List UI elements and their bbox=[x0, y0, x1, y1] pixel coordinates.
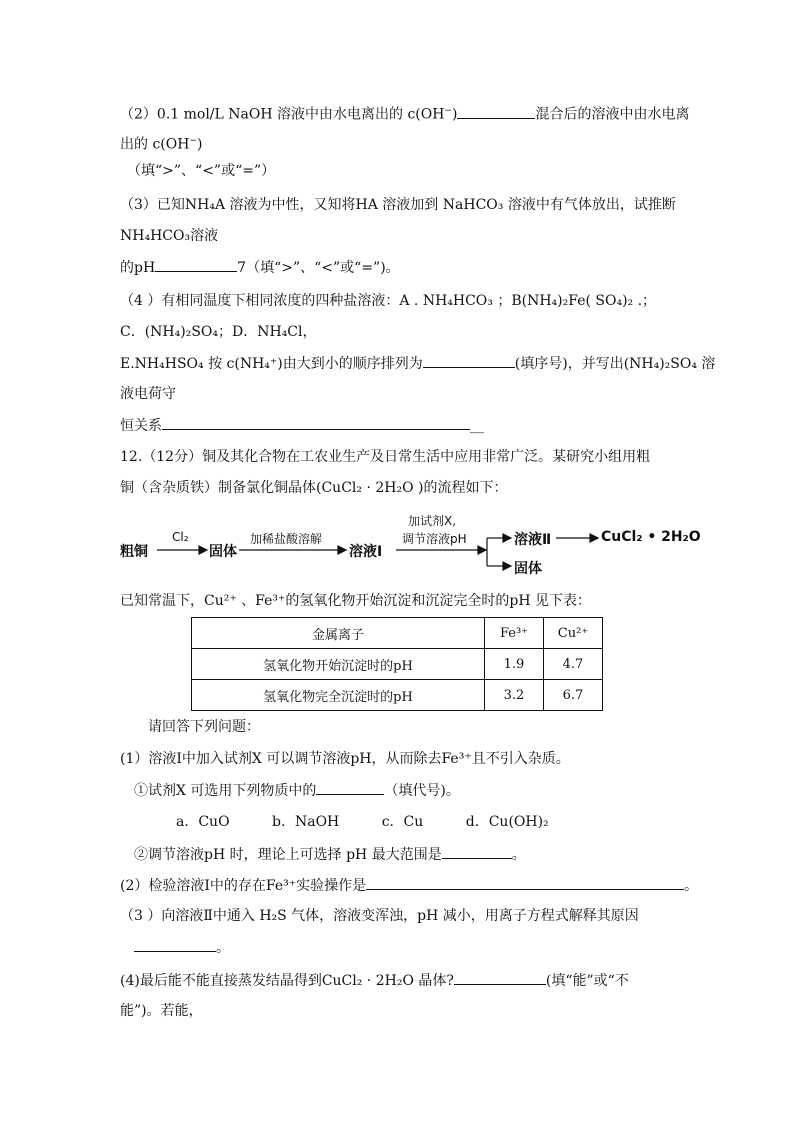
branch-upper-head bbox=[503, 534, 511, 542]
option-c: c．Cu bbox=[381, 814, 424, 830]
p1-sub2 bbox=[134, 844, 526, 865]
answer-blank[interactable] bbox=[366, 875, 684, 890]
q2-line2-text: 出的 c(OH bbox=[120, 136, 190, 153]
table-cell: 氢氧化物完全沉淀时的pH bbox=[192, 680, 485, 711]
process-flowchart bbox=[120, 510, 701, 585]
table-cell: 3.2 bbox=[485, 680, 544, 711]
q4-line2: C．(NH₄)₂SO₄；D．NH₄Cl， bbox=[120, 324, 317, 340]
p2-line bbox=[120, 875, 698, 896]
answer-intro: 请回答下列问题： bbox=[148, 719, 260, 735]
p1-sub1 bbox=[134, 780, 460, 801]
q12-line2: 铜（含杂质铁）制备氯化铜晶体(CuCl₂ · 2H₂O )的流程如下： bbox=[120, 480, 508, 496]
p1-sub1-text-b: （填代号)。 bbox=[384, 783, 460, 799]
p2-text-a: (2）检验溶液Ⅰ中的存在Fe³⁺实验操作是 bbox=[120, 878, 367, 894]
option-d: d．Cu(OH)₂ bbox=[465, 814, 549, 830]
answer-blank[interactable] bbox=[134, 937, 216, 952]
table-header-row bbox=[192, 618, 603, 649]
branch-lower-head bbox=[503, 562, 511, 570]
table-cell: 4.7 bbox=[544, 649, 603, 680]
flow-arrows bbox=[120, 510, 690, 585]
q2-text-a: （2）0.1 mol/L NaOH 溶液中由水电离出的 c(OH bbox=[120, 106, 445, 123]
p3-text-end: 。 bbox=[216, 940, 230, 956]
p4-line2: 能”)。若能， bbox=[120, 1003, 203, 1019]
p3-line1: （3 ）向溶液Ⅱ中通入 H₂S 气体，溶液变浑浊，pH 减小，用离子方程式解释其原因 bbox=[120, 908, 639, 924]
q3-text-b: 7（填“>”、“<”或“=”)。 bbox=[237, 260, 400, 276]
p1-options bbox=[176, 812, 549, 832]
arrow-1-head bbox=[199, 546, 207, 554]
table-header-cell: 金属离子 bbox=[192, 618, 485, 649]
q4-line5-text: 恒关系 bbox=[120, 418, 162, 434]
p1-sub1-text-a: ①试剂X 可选用下列物质中的 bbox=[134, 783, 317, 799]
answer-blank[interactable] bbox=[316, 780, 384, 795]
answer-blank[interactable] bbox=[162, 415, 470, 430]
q2-text-b: ) bbox=[452, 106, 458, 123]
ph-table bbox=[191, 617, 603, 711]
q2-line1: （2）0.1 mol/L NaOH 溶液中由水电离出的 c(OH−) 混合后的溶液中由水电离 bbox=[120, 101, 689, 125]
q3-line3 bbox=[120, 257, 400, 278]
table-row bbox=[192, 680, 603, 711]
q2-line2-close: ) bbox=[197, 136, 203, 153]
p1-sub2-text-a: ②调节溶液pH 时，理论上可选择 pH 最大范围是 bbox=[134, 847, 442, 863]
table-header-cell: Cu²⁺ bbox=[544, 618, 603, 649]
p4-text-a: (4)最后能不能直接蒸发结晶得到CuCl₂ · 2H₂O 晶体? bbox=[120, 973, 454, 989]
q3-line2: NH₄HCO₃溶液 bbox=[120, 228, 219, 244]
q2-line2: 出的 c(OH−) bbox=[120, 136, 203, 153]
answer-blank[interactable] bbox=[457, 104, 535, 119]
flow-cond-ph: 调节溶液pH bbox=[402, 532, 467, 546]
option-a: a．CuO bbox=[176, 814, 230, 830]
known-info: 已知常温下，Cu²⁺ 、Fe³⁺的氢氧化物开始沉淀和沉淀完全时的pH 见下表： bbox=[120, 593, 592, 609]
table-cell: 1.9 bbox=[485, 649, 544, 680]
flow-solution-1: 溶液Ⅰ bbox=[349, 544, 383, 560]
p3-line2 bbox=[134, 937, 230, 958]
q2-line3: （填“>”、“<”或“=”） bbox=[127, 163, 276, 179]
table-cell: 氢氧化物开始沉淀时的pH bbox=[192, 649, 485, 680]
answer-blank[interactable] bbox=[155, 257, 237, 272]
arrow-3-head bbox=[478, 546, 486, 554]
flow-cond-cl2: Cl₂ bbox=[172, 530, 189, 544]
table-header-cell: Fe³⁺ bbox=[485, 618, 544, 649]
p1-sub2-text-b: 。 bbox=[511, 847, 526, 863]
q3-text-a: 的pH bbox=[120, 260, 156, 276]
arrow-2-head bbox=[338, 546, 346, 554]
q2-text-c: 混合后的溶液中由水电离 bbox=[535, 106, 690, 123]
q4-text-b: (填序号)，并写出(NH₄)₂SO₄ 溶 bbox=[514, 356, 716, 372]
arrow-4-head bbox=[590, 534, 598, 542]
flow-cond-hcl: 加稀盐酸溶解 bbox=[250, 532, 323, 546]
flow-product: CuCl₂ • 2H₂O bbox=[601, 529, 701, 545]
q4-line5-end: __ bbox=[470, 418, 484, 434]
flow-solid-1: 固体 bbox=[209, 544, 237, 560]
table-row bbox=[192, 649, 603, 680]
q12-line1: 12.（12分）铜及其化合物在工农业生产及日常生活中应用非常广泛。某研究小组用粗 bbox=[120, 449, 651, 465]
table-cell: 6.7 bbox=[544, 680, 603, 711]
flow-solid-2: 固体 bbox=[514, 561, 542, 577]
p2-text-b: 。 bbox=[684, 878, 699, 894]
q4-text-a: E.NH₄HSO₄ 按 c(NH₄⁺)由大到小的顺序排列为 bbox=[120, 356, 423, 372]
flow-cond-reagent: 加试剂X, bbox=[408, 514, 457, 528]
p4-line1 bbox=[120, 970, 629, 991]
q4-line1: （4 ）有相同温度下相同浓度的四种盐溶液：A . NH₄HCO₃ ；B(NH₄)₂Fe( SO₄)₂ .； bbox=[120, 293, 657, 309]
q3-line1: （3）已知NH₄A 溶液为中性，又知将HA 溶液加到 NaHCO₃ 溶液中有气体放出，试推断 bbox=[120, 197, 676, 213]
p4-text-b: (填“能”或“不 bbox=[545, 973, 629, 989]
answer-blank[interactable] bbox=[442, 844, 512, 859]
answer-blank[interactable] bbox=[454, 970, 546, 985]
q4-line3 bbox=[120, 353, 715, 374]
p1-line1: (1）溶液Ⅰ中加入试剂X 可以调节溶液pH，从而除去Fe³⁺且不引入杂质。 bbox=[120, 751, 570, 767]
answer-blank[interactable] bbox=[423, 353, 515, 368]
flow-crude-copper: 粗铜 bbox=[120, 544, 148, 560]
q4-line4: 液电荷守 bbox=[120, 386, 176, 402]
q4-line5 bbox=[120, 415, 484, 436]
option-b: b．NaOH bbox=[272, 814, 340, 830]
flow-solution-2: 溶液Ⅱ bbox=[514, 532, 552, 548]
